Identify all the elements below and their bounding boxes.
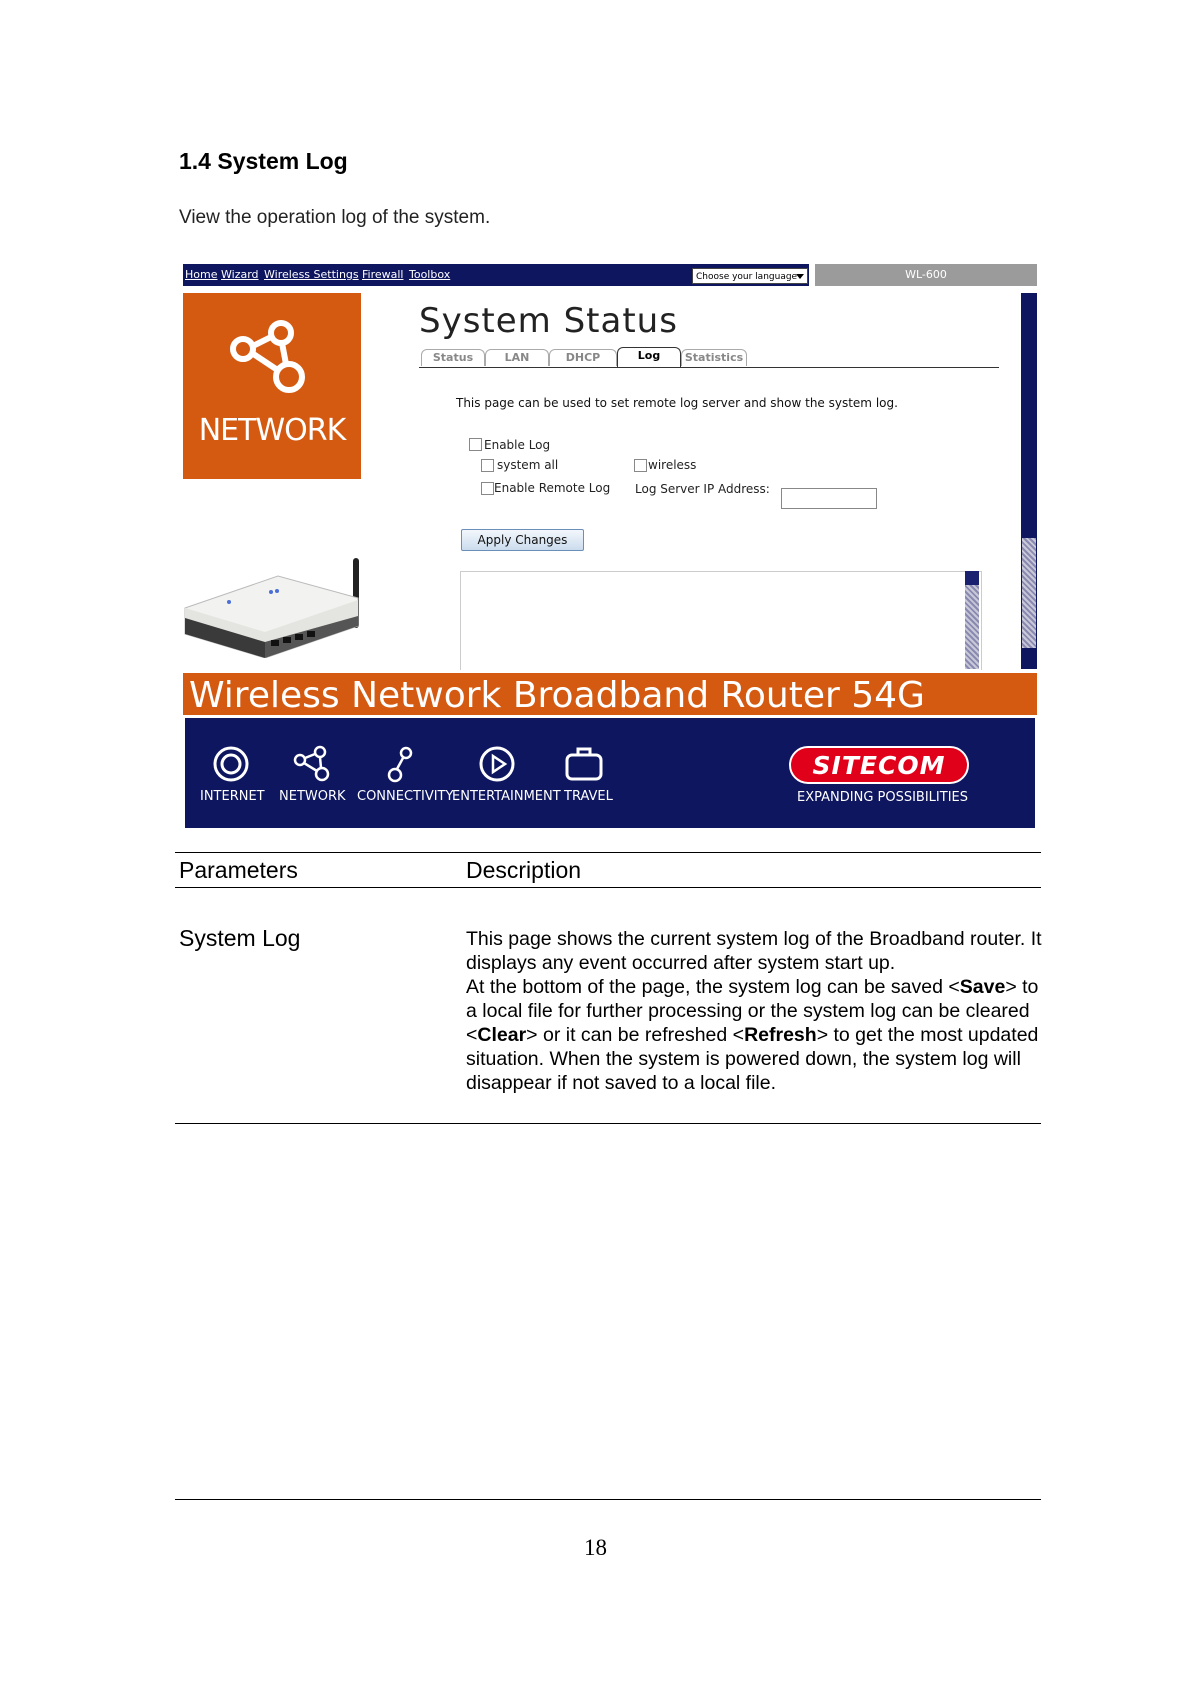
footer-rule (175, 1499, 1041, 1500)
nav-link-toolbox[interactable]: Toolbox (409, 268, 451, 281)
table-top-rule (175, 852, 1041, 853)
router-image (183, 558, 383, 658)
log-page-description: This page can be used to set remote log server and show the system log. (456, 396, 898, 410)
desc-text: > to get the most updated situation. When the system is powered down, the system log will disappear if not saved to a local file. (466, 1024, 1039, 1094)
sitecom-logo (789, 746, 969, 784)
tab-log[interactable]: Log (617, 347, 681, 367)
play-icon[interactable] (477, 744, 517, 784)
footer-network-label[interactable]: NETWORK (279, 789, 346, 804)
suitcase-icon[interactable] (564, 744, 604, 784)
enable-log-checkbox[interactable] (469, 438, 482, 451)
page-number: 18 (584, 1535, 607, 1560)
log-server-ip-label: Log Server IP Address: (635, 482, 770, 496)
refresh-keyword: Refresh (744, 1024, 817, 1046)
language-select-value: Choose your language (696, 272, 798, 282)
system-all-label: system all (497, 458, 559, 472)
footer-travel-label[interactable]: TRAVEL (564, 789, 613, 804)
network-icon (229, 319, 309, 399)
page-scrollbar[interactable] (1021, 293, 1037, 669)
enable-remote-log-checkbox[interactable] (481, 482, 494, 495)
section-heading: 1.4 System Log (179, 148, 348, 174)
connectivity-icon[interactable] (381, 744, 421, 784)
description-paragraph-2 (466, 975, 1046, 1095)
network-section-tile (183, 293, 361, 479)
brand-tagline: EXPANDING POSSIBILITIES (797, 790, 968, 805)
table-header-rule (175, 887, 1041, 888)
desc-text: > or it can be refreshed < (526, 1024, 745, 1046)
internet-icon[interactable] (211, 744, 251, 784)
log-scrollbar-thumb[interactable] (965, 571, 979, 585)
network-icon[interactable] (292, 744, 332, 784)
tab-dhcp[interactable]: DHCP (549, 349, 617, 366)
page-scrollbar-track[interactable] (1022, 538, 1036, 648)
nav-link-firewall[interactable]: Firewall (362, 268, 404, 281)
model-name: WL-600 (815, 264, 1037, 286)
desc-text: > to a local file for further processing or the system log can be cleared < (466, 976, 1039, 1046)
enable-log-label: Enable Log (484, 438, 551, 452)
footer-nav (185, 718, 1035, 828)
footer-internet-label[interactable]: INTERNET (200, 789, 265, 804)
chevron-down-icon (796, 274, 804, 279)
nav-link-wizard[interactable]: Wizard (221, 268, 259, 281)
language-select[interactable] (692, 268, 808, 284)
footer-connectivity-label[interactable]: CONNECTIVITY (357, 789, 454, 804)
nav-link-home[interactable]: Home (185, 268, 218, 281)
top-nav-bar (183, 264, 809, 286)
system-all-checkbox[interactable] (481, 459, 494, 472)
param-system-log: System Log (179, 925, 301, 951)
param-description (466, 927, 1046, 1095)
tab-status[interactable]: Status (421, 349, 485, 366)
log-scrollbar[interactable] (965, 571, 979, 669)
nav-link-wireless-settings[interactable]: Wireless Settings (264, 268, 359, 281)
desc-text: At the bottom of the page, the system log can be saved < (466, 976, 960, 998)
page-title: System Status (419, 301, 678, 341)
network-label: NETWORK (198, 413, 346, 448)
clear-keyword: Clear (477, 1024, 527, 1046)
section-intro: View the operation log of the system. (179, 207, 491, 228)
product-banner-text: Wireless Network Broadband Router 54G (189, 675, 925, 716)
enable-remote-log-label: Enable Remote Log (494, 481, 611, 495)
status-tabs (419, 347, 999, 368)
apply-changes-button[interactable]: Apply Changes (461, 529, 584, 551)
table-header-parameters: Parameters (179, 857, 298, 883)
product-banner (183, 673, 1037, 715)
system-log-textarea[interactable] (460, 571, 982, 670)
table-bottom-rule (175, 1123, 1041, 1124)
log-server-ip-input[interactable] (781, 488, 877, 509)
brand-name: SITECOM (812, 751, 946, 780)
tab-lan[interactable]: LAN (485, 349, 549, 366)
footer-entertainment-label[interactable]: ENTERTAINMENT (452, 789, 561, 804)
router-screenshot (183, 263, 1037, 828)
tab-statistics[interactable]: Statistics (681, 349, 747, 366)
table-header-description: Description (466, 857, 582, 883)
wireless-label: wireless (648, 458, 697, 472)
description-paragraph-1: This page shows the current system log of the Broadband router. It displays any event occurred after system start up. (466, 928, 1042, 974)
save-keyword: Save (959, 976, 1006, 998)
wireless-checkbox[interactable] (634, 459, 647, 472)
